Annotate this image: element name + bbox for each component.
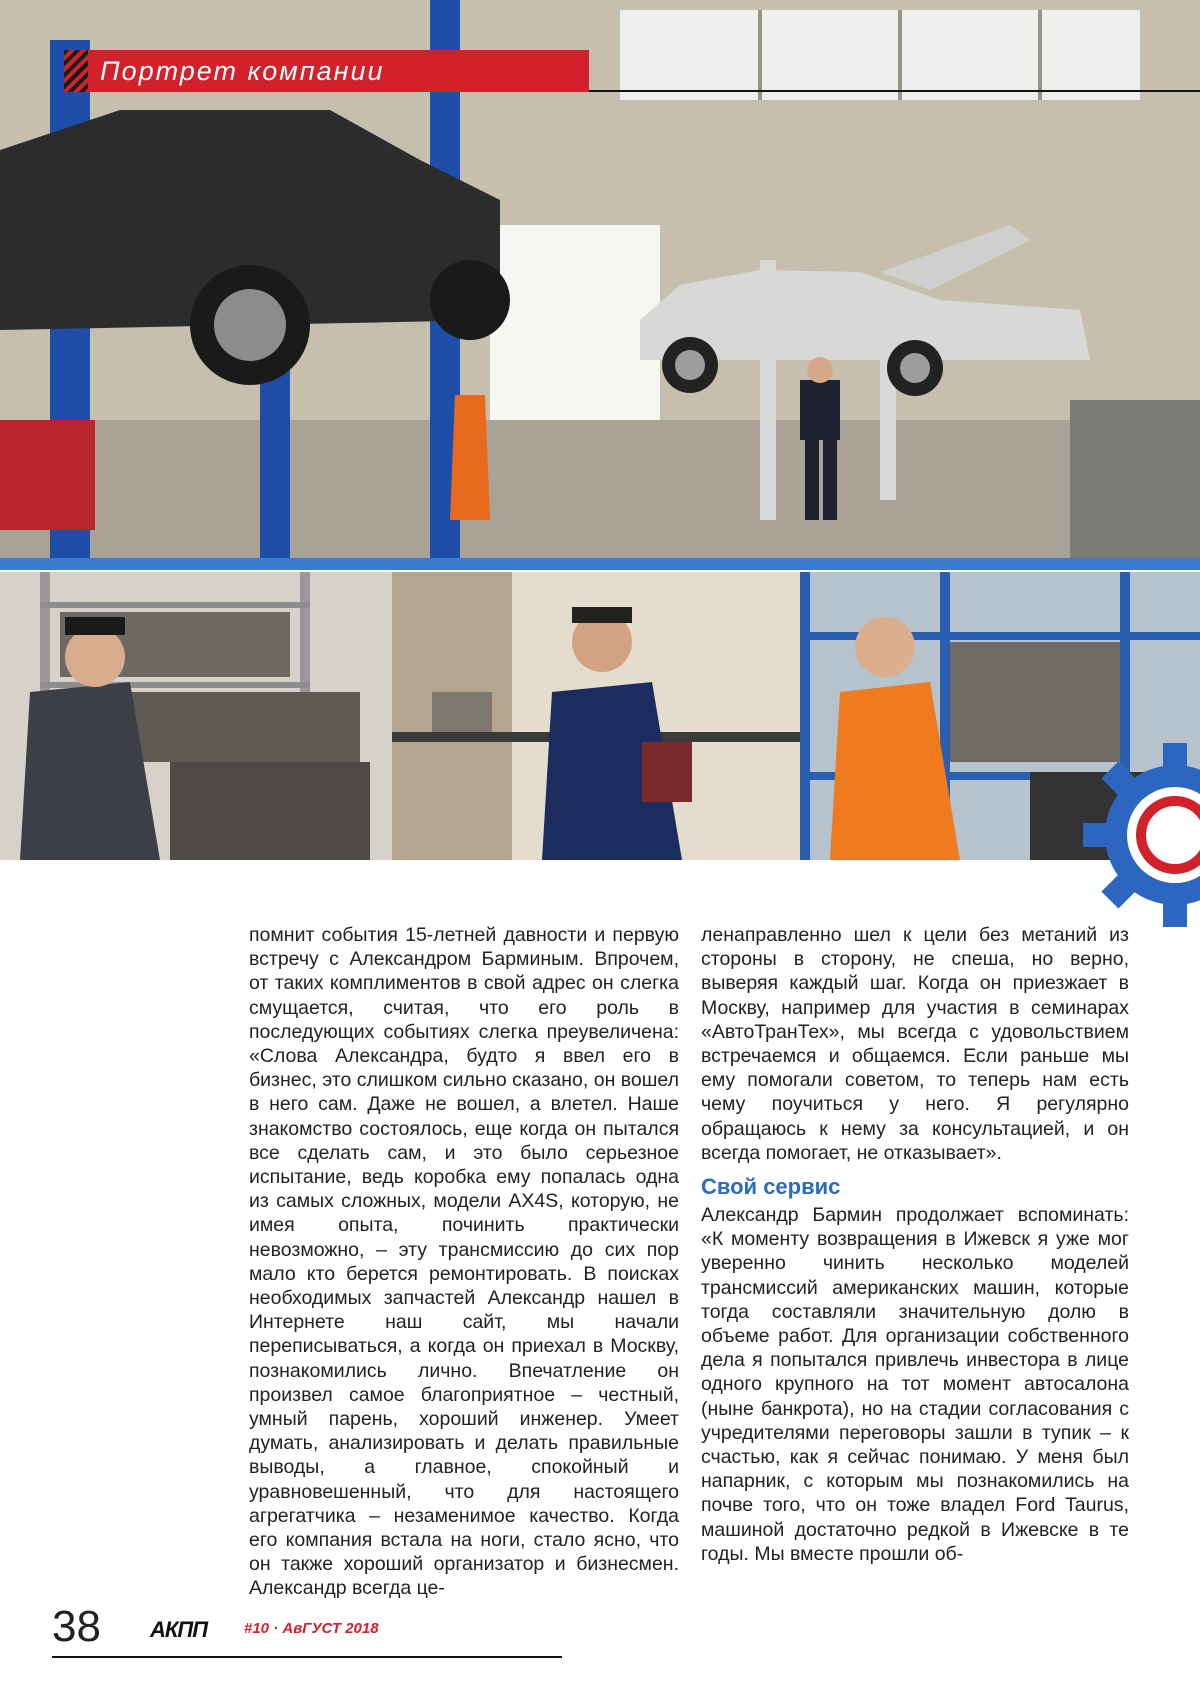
page-number: 38: [52, 1602, 101, 1651]
article-column-left: [249, 923, 679, 1601]
magazine-logo: АКПП: [150, 1617, 208, 1642]
article-paragraph: Александр Бармин продолжает вспоминать: «К моменту возвращения в Ижевск я уже мог уверенно чинить несколько моделей трансмиссий американских машин, которые тогда составляли значительную долю в объеме работ. Для организации собственного дела я попытался привлечь инвестора в лице одного крупного на тот момент автосалона (ныне банкрота), но на стадии согласования с учредителями переговоры зашли в тупик – к счастью, как я сейчас понимаю. У меня был напарник, с которым мы познакомились на почве того, что он тоже владел Ford Taurus, машиной достаточно редкой в Ижевске в те годы. Мы вместе прошли об-: [701, 1204, 1129, 1565]
article-paragraph: помнит события 15-летней давности и первую встречу с Александром Барминым. Впрочем, от таких комплиментов в свой адрес он слегка смущается, считая, что его роль в последующих событиях слегка преувеличена: «Слова Александра, будто я ввел его в бизнес, это слишком сильно сказано, он вошел в него сам. Даже не вошел, а влетел. Наше знакомство состоялось, еще когда он пытался все сделать сам, и это было серьезное испытание, ведь коробка ему попалась одна из самых сложных, модели AX4S, которую, не имея опыта, починить практически невозможно, – эту трансмиссию до сих пор мало кто берется ремонтировать. В поисках необходимых запчастей Александр нашел в Интернете наш сайт, мы начали переписываться, а когда он приехал в Москву, познакомились лично. Впечатление он произвел самое благоприятное – честный, умный парень, хороший инженер. Умеет думать, анализировать и делать правильные выводы, а главное, спокойный и уравновешенный, что для настоящего агрегатчика – незаменимое качество. Когда его компания встала на ноги, стало ясно, что он также хороший организатор и бизнесмен. Александр всегда це-: [249, 924, 679, 1600]
gear-icon: [1080, 740, 1200, 930]
blue-divider-band: [0, 558, 1200, 570]
article-subheading: Свой сервис: [701, 1174, 841, 1200]
section-title: Портрет компании: [100, 56, 385, 86]
section-header-hatch: [64, 50, 88, 92]
footer-rule: [52, 1656, 562, 1658]
section-rule: [589, 90, 1200, 92]
article-paragraph: ленаправленно шел к цели без метаний из стороны в сторону, не спеша, но верно, выверяя каждый шаг. Когда он приезжает в Москву, например для участия в семинарах «АвтоТранТех», мы всегда с удовольствием встречаемся и общаемся. Если раньше мы ему помогали советом, то теперь нам есть чему поучиться у него. Я регулярно обращаюсь к нему за консультацией, и он всегда помогает, не отказывает».: [701, 924, 1129, 1164]
portrait-technician-1: [0, 572, 392, 860]
portrait-2-scene: [392, 572, 800, 860]
portrait-1-scene: [0, 572, 392, 860]
article-column-right: [701, 923, 1129, 1566]
portrait-technician-2: [392, 572, 800, 860]
section-header: [64, 50, 589, 92]
issue-label: #10 · АвГУСТ 2018: [244, 1620, 379, 1637]
